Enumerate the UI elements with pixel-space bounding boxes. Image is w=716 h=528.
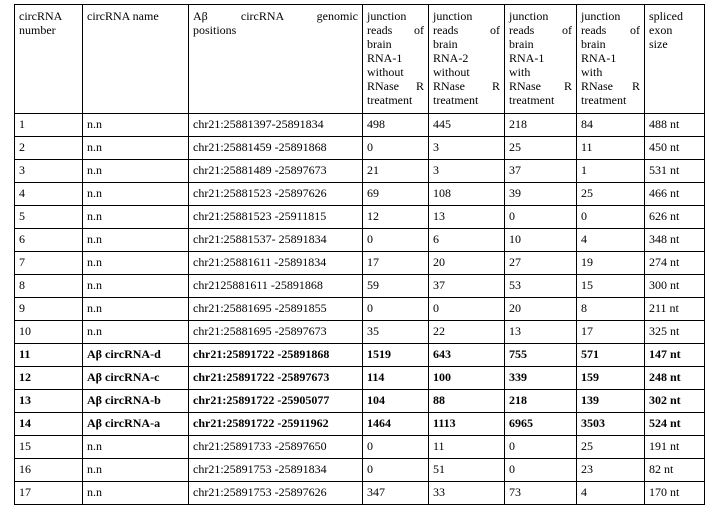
cell-reads-rna1-with-b: 4 xyxy=(577,482,645,505)
cell-reads-rna1-with-a: 53 xyxy=(505,275,577,298)
cell-genomic-position: chr21:25881695 -25897673 xyxy=(189,321,363,344)
table-row xyxy=(15,413,705,436)
header-line: RNA-1 xyxy=(581,51,617,65)
column-header-5 xyxy=(429,5,505,114)
cell-circrna-name: n.n xyxy=(83,482,189,505)
cell-circrna-number: 1 xyxy=(15,114,83,137)
cell-reads-rna1-with-b: 25 xyxy=(577,183,645,206)
cell-genomic-position: chr21:25881523 -25897626 xyxy=(189,183,363,206)
cell-circrna-number: 13 xyxy=(15,390,83,413)
cell-reads-rna1-with-b: 23 xyxy=(577,459,645,482)
header-line: junction xyxy=(433,9,473,23)
cell-circrna-name: Aβ circRNA-d xyxy=(83,344,189,367)
cell-reads-rna2-without: 20 xyxy=(429,252,505,275)
header-line: treatment xyxy=(581,93,627,107)
cell-reads-rna1-with-a: 37 xyxy=(505,160,577,183)
cell-circrna-number: 3 xyxy=(15,160,83,183)
cell-reads-rna1-with-a: 218 xyxy=(505,114,577,137)
cell-reads-rna2-without: 3 xyxy=(429,137,505,160)
cell-reads-rna1-with-a: 6965 xyxy=(505,413,577,436)
cell-circrna-number: 7 xyxy=(15,252,83,275)
header-line: circRNA xyxy=(19,9,63,23)
cell-reads-rna2-without: 88 xyxy=(429,390,505,413)
cell-reads-rna1-with-b: 4 xyxy=(577,229,645,252)
cell-exon-size: 170 nt xyxy=(645,482,705,505)
cell-reads-rna1-with-b: 139 xyxy=(577,390,645,413)
column-header-8 xyxy=(645,5,705,114)
cell-reads-rna1-without: 0 xyxy=(363,298,429,321)
cell-circrna-number: 9 xyxy=(15,298,83,321)
cell-exon-size: 82 nt xyxy=(645,459,705,482)
cell-reads-rna2-without: 3 xyxy=(429,160,505,183)
cell-reads-rna1-with-b: 159 xyxy=(577,367,645,390)
cell-exon-size: 626 nt xyxy=(645,206,705,229)
cell-circrna-name: n.n xyxy=(83,114,189,137)
cell-circrna-number: 17 xyxy=(15,482,83,505)
column-header-7 xyxy=(577,5,645,114)
table-row xyxy=(15,321,705,344)
cell-genomic-position: chr21:25891722 -25911962 xyxy=(189,413,363,436)
cell-reads-rna1-with-b: 571 xyxy=(577,344,645,367)
cell-reads-rna2-without: 22 xyxy=(429,321,505,344)
cell-reads-rna1-with-a: 218 xyxy=(505,390,577,413)
cell-genomic-position: chr21:25881695 -25891855 xyxy=(189,298,363,321)
cell-reads-rna1-without: 0 xyxy=(363,459,429,482)
table-row xyxy=(15,137,705,160)
cell-reads-rna1-with-b: 84 xyxy=(577,114,645,137)
header-line: RNA-1 xyxy=(509,51,545,65)
table-row xyxy=(15,459,705,482)
cell-genomic-position: chr21:25881489 -25897673 xyxy=(189,160,363,183)
table-row xyxy=(15,114,705,137)
cell-exon-size: 191 nt xyxy=(645,436,705,459)
cell-exon-size: 524 nt xyxy=(645,413,705,436)
cell-reads-rna2-without: 51 xyxy=(429,459,505,482)
cell-circrna-number: 6 xyxy=(15,229,83,252)
header-line: size xyxy=(649,37,668,51)
header-line: reads of xyxy=(581,23,640,37)
header-line: treatment xyxy=(433,93,479,107)
cell-reads-rna1-without: 0 xyxy=(363,137,429,160)
cell-genomic-position: chr21:25891753 -25897626 xyxy=(189,482,363,505)
cell-reads-rna1-with-b: 1 xyxy=(577,160,645,183)
header-line: spliced xyxy=(649,9,683,23)
circrna-table xyxy=(14,4,705,505)
cell-reads-rna1-with-a: 39 xyxy=(505,183,577,206)
cell-exon-size: 248 nt xyxy=(645,367,705,390)
cell-circrna-number: 12 xyxy=(15,367,83,390)
cell-genomic-position: chr21:25891722 -25891868 xyxy=(189,344,363,367)
cell-reads-rna1-with-b: 3503 xyxy=(577,413,645,436)
table-row xyxy=(15,390,705,413)
cell-genomic-position: chr21:25881537- 25891834 xyxy=(189,229,363,252)
cell-reads-rna2-without: 643 xyxy=(429,344,505,367)
header-line: with xyxy=(509,65,531,79)
cell-reads-rna1-with-b: 25 xyxy=(577,436,645,459)
table-row xyxy=(15,206,705,229)
header-line: Aβ circRNA genomic xyxy=(193,9,358,23)
header-line: treatment xyxy=(367,93,413,107)
table-row xyxy=(15,436,705,459)
header-line: circRNA name xyxy=(87,9,159,23)
cell-reads-rna1-with-a: 0 xyxy=(505,206,577,229)
cell-genomic-position: chr21:25881397-25891834 xyxy=(189,114,363,137)
cell-genomic-position: chr2125881611 -25891868 xyxy=(189,275,363,298)
cell-reads-rna1-without: 21 xyxy=(363,160,429,183)
header-line: RNase R xyxy=(509,79,572,93)
cell-reads-rna1-without: 59 xyxy=(363,275,429,298)
cell-reads-rna1-without: 347 xyxy=(363,482,429,505)
cell-circrna-number: 8 xyxy=(15,275,83,298)
cell-circrna-name: n.n xyxy=(83,252,189,275)
cell-circrna-number: 2 xyxy=(15,137,83,160)
cell-circrna-name: n.n xyxy=(83,183,189,206)
header-line: brain xyxy=(433,37,458,51)
cell-reads-rna1-without: 17 xyxy=(363,252,429,275)
cell-genomic-position: chr21:25891753 -25891834 xyxy=(189,459,363,482)
header-line: brain xyxy=(367,37,392,51)
cell-reads-rna1-with-b: 15 xyxy=(577,275,645,298)
header-line: RNase R xyxy=(433,79,500,93)
cell-reads-rna1-with-a: 13 xyxy=(505,321,577,344)
table-row xyxy=(15,298,705,321)
table-row xyxy=(15,367,705,390)
header-line: brain xyxy=(581,37,606,51)
cell-reads-rna2-without: 11 xyxy=(429,436,505,459)
cell-reads-rna1-with-a: 20 xyxy=(505,298,577,321)
cell-reads-rna2-without: 33 xyxy=(429,482,505,505)
header-line: without xyxy=(367,65,404,79)
cell-exon-size: 450 nt xyxy=(645,137,705,160)
cell-reads-rna2-without: 1113 xyxy=(429,413,505,436)
header-line: RNase R xyxy=(367,79,424,93)
cell-circrna-number: 10 xyxy=(15,321,83,344)
cell-reads-rna1-without: 114 xyxy=(363,367,429,390)
cell-circrna-name: n.n xyxy=(83,160,189,183)
cell-reads-rna1-without: 1519 xyxy=(363,344,429,367)
header-line: brain xyxy=(509,37,534,51)
header-line: reads of xyxy=(367,23,424,37)
table-row xyxy=(15,482,705,505)
cell-reads-rna1-with-a: 10 xyxy=(505,229,577,252)
cell-reads-rna1-with-a: 0 xyxy=(505,436,577,459)
cell-reads-rna2-without: 6 xyxy=(429,229,505,252)
header-line: exon xyxy=(649,23,673,37)
header-line: RNA-1 xyxy=(367,51,403,65)
cell-circrna-name: n.n xyxy=(83,275,189,298)
cell-reads-rna1-without: 69 xyxy=(363,183,429,206)
table-row xyxy=(15,275,705,298)
header-line: without xyxy=(433,65,470,79)
table-row xyxy=(15,229,705,252)
table-row xyxy=(15,252,705,275)
cell-reads-rna1-without: 498 xyxy=(363,114,429,137)
cell-reads-rna1-with-a: 27 xyxy=(505,252,577,275)
cell-exon-size: 302 nt xyxy=(645,390,705,413)
cell-circrna-number: 15 xyxy=(15,436,83,459)
cell-reads-rna2-without: 445 xyxy=(429,114,505,137)
cell-circrna-name: n.n xyxy=(83,459,189,482)
cell-reads-rna1-with-b: 0 xyxy=(577,206,645,229)
cell-genomic-position: chr21:25891722 -25905077 xyxy=(189,390,363,413)
cell-reads-rna1-without: 0 xyxy=(363,436,429,459)
column-header-3 xyxy=(189,5,363,114)
cell-reads-rna1-without: 104 xyxy=(363,390,429,413)
cell-reads-rna2-without: 0 xyxy=(429,298,505,321)
header-line: RNA-2 xyxy=(433,51,469,65)
header-line: RNase R xyxy=(581,79,640,93)
cell-circrna-number: 11 xyxy=(15,344,83,367)
cell-genomic-position: chr21:25881523 -25911815 xyxy=(189,206,363,229)
cell-reads-rna1-without: 1464 xyxy=(363,413,429,436)
cell-reads-rna1-without: 35 xyxy=(363,321,429,344)
cell-genomic-position: chr21:25881459 -25891868 xyxy=(189,137,363,160)
cell-exon-size: 274 nt xyxy=(645,252,705,275)
header-line: number xyxy=(19,23,56,37)
cell-circrna-number: 14 xyxy=(15,413,83,436)
cell-reads-rna1-with-a: 0 xyxy=(505,459,577,482)
header-line: treatment xyxy=(509,93,555,107)
cell-genomic-position: chr21:25891722 -25897673 xyxy=(189,367,363,390)
cell-reads-rna1-with-a: 73 xyxy=(505,482,577,505)
header-row xyxy=(15,5,705,114)
cell-reads-rna2-without: 100 xyxy=(429,367,505,390)
cell-reads-rna1-with-b: 8 xyxy=(577,298,645,321)
cell-circrna-name: n.n xyxy=(83,206,189,229)
cell-circrna-name: n.n xyxy=(83,321,189,344)
table-header xyxy=(15,5,705,114)
cell-circrna-number: 16 xyxy=(15,459,83,482)
cell-reads-rna2-without: 13 xyxy=(429,206,505,229)
cell-exon-size: 211 nt xyxy=(645,298,705,321)
table-row xyxy=(15,183,705,206)
cell-genomic-position: chr21:25891733 -25897650 xyxy=(189,436,363,459)
header-line: reads of xyxy=(509,23,572,37)
header-line: junction xyxy=(367,9,407,23)
header-line: reads of xyxy=(433,23,500,37)
header-line: with xyxy=(581,65,603,79)
header-line: positions xyxy=(193,23,237,37)
cell-circrna-name: n.n xyxy=(83,229,189,252)
cell-reads-rna2-without: 108 xyxy=(429,183,505,206)
column-header-2 xyxy=(83,5,189,114)
header-line: junction xyxy=(509,9,549,23)
cell-circrna-name: n.n xyxy=(83,298,189,321)
cell-reads-rna1-with-a: 25 xyxy=(505,137,577,160)
cell-circrna-name: Aβ circRNA-c xyxy=(83,367,189,390)
table-row xyxy=(15,344,705,367)
cell-reads-rna1-with-b: 19 xyxy=(577,252,645,275)
cell-exon-size: 348 nt xyxy=(645,229,705,252)
cell-circrna-name: n.n xyxy=(83,137,189,160)
column-header-1 xyxy=(15,5,83,114)
header-line: junction xyxy=(581,9,621,23)
column-header-4 xyxy=(363,5,429,114)
cell-exon-size: 531 nt xyxy=(645,160,705,183)
cell-circrna-name: Aβ circRNA-b xyxy=(83,390,189,413)
column-header-6 xyxy=(505,5,577,114)
cell-exon-size: 466 nt xyxy=(645,183,705,206)
cell-reads-rna1-without: 0 xyxy=(363,229,429,252)
cell-circrna-name: n.n xyxy=(83,436,189,459)
cell-reads-rna1-without: 12 xyxy=(363,206,429,229)
cell-exon-size: 300 nt xyxy=(645,275,705,298)
cell-circrna-number: 4 xyxy=(15,183,83,206)
cell-reads-rna1-with-b: 11 xyxy=(577,137,645,160)
cell-exon-size: 147 nt xyxy=(645,344,705,367)
cell-reads-rna1-with-a: 755 xyxy=(505,344,577,367)
cell-reads-rna1-with-a: 339 xyxy=(505,367,577,390)
cell-circrna-name: Aβ circRNA-a xyxy=(83,413,189,436)
cell-exon-size: 325 nt xyxy=(645,321,705,344)
table-body xyxy=(15,114,705,505)
cell-reads-rna2-without: 37 xyxy=(429,275,505,298)
cell-genomic-position: chr21:25881611 -25891834 xyxy=(189,252,363,275)
cell-reads-rna1-with-b: 17 xyxy=(577,321,645,344)
cell-exon-size: 488 nt xyxy=(645,114,705,137)
table-row xyxy=(15,160,705,183)
cell-circrna-number: 5 xyxy=(15,206,83,229)
